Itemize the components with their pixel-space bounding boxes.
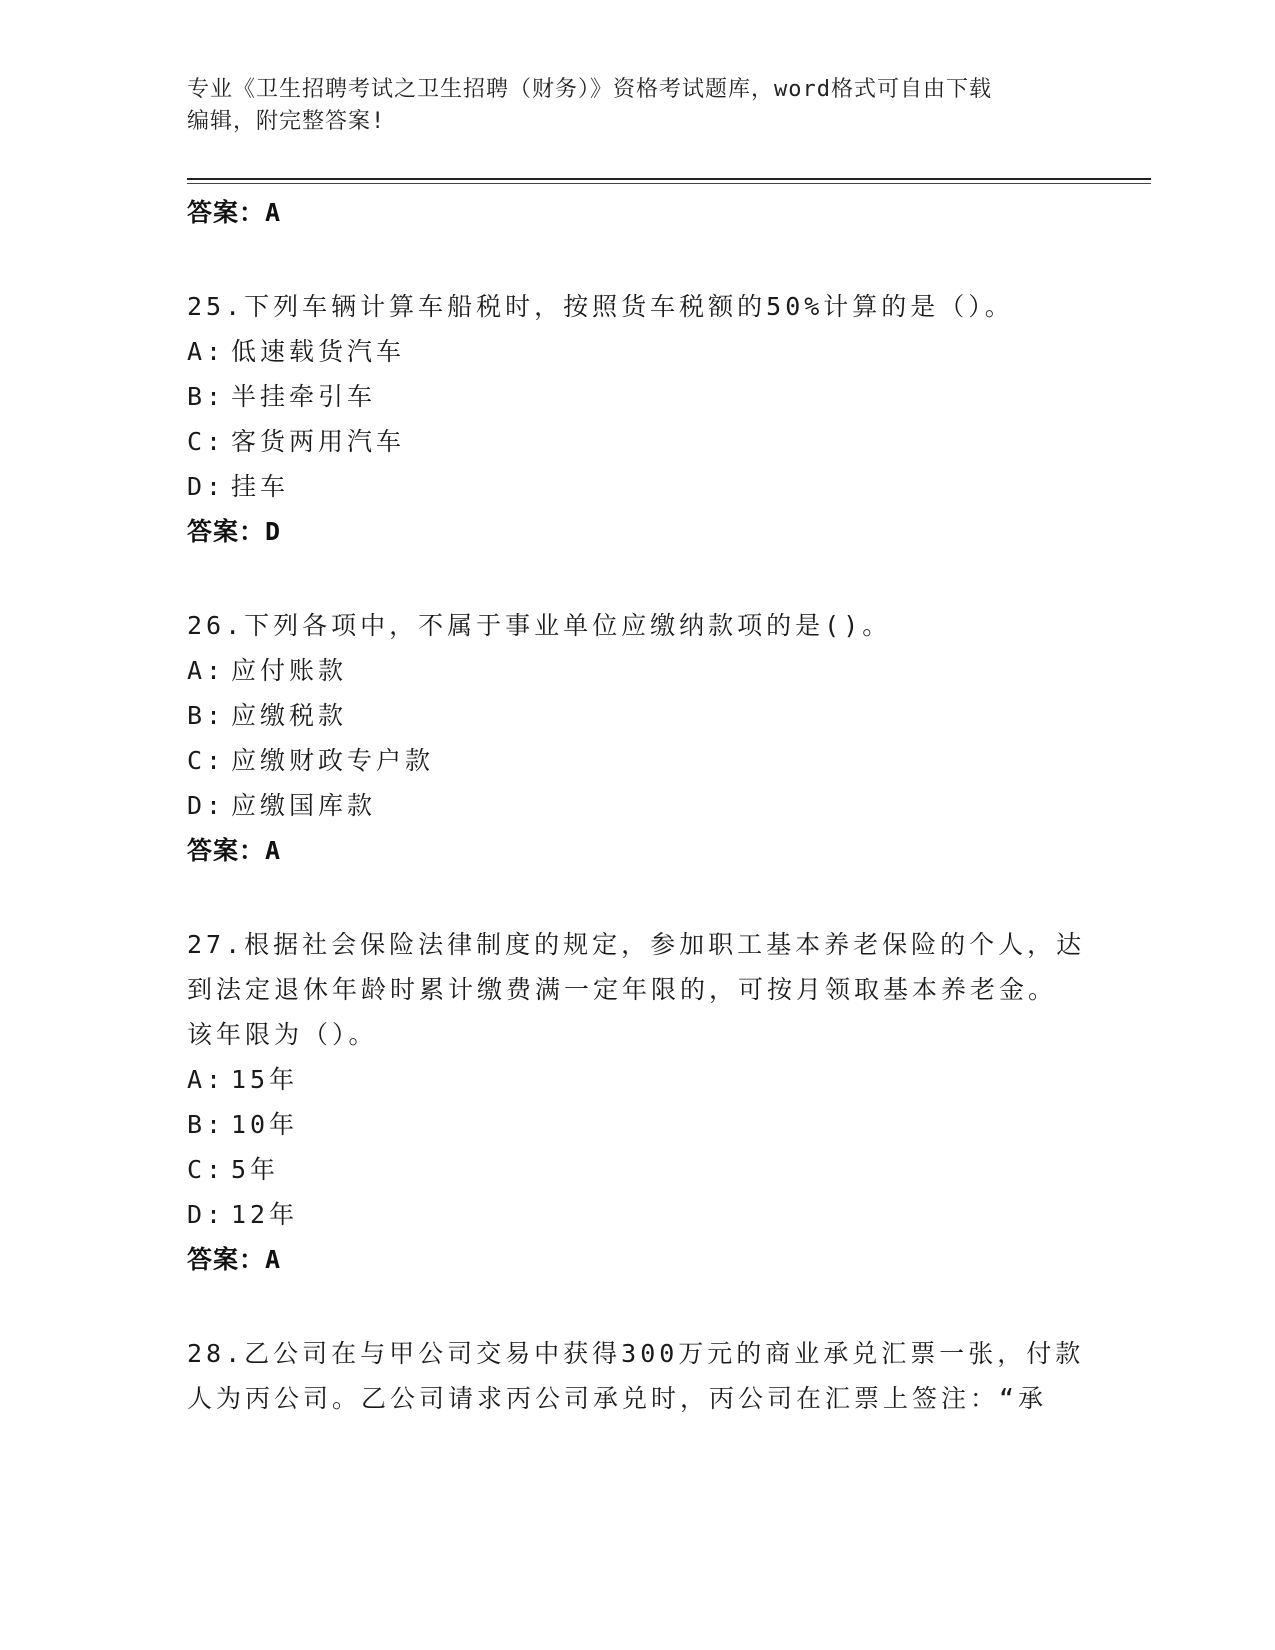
question-block	[187, 922, 1087, 1282]
option-label: C:	[187, 1155, 226, 1184]
option-a	[187, 1057, 1087, 1102]
answer-line: 答案：A	[187, 836, 282, 865]
question-text: 人为丙公司。乙公司请求丙公司承兑时，丙公司在汇票上签注：“承	[187, 1384, 1048, 1413]
option-text: 5年	[231, 1155, 280, 1184]
option-b	[187, 693, 1087, 738]
option-label: C:	[187, 746, 226, 775]
option-label: A:	[187, 337, 226, 366]
question-text: 到法定退休年龄时累计缴费满一定年限的，可按月领取基本养老金。	[187, 975, 1058, 1004]
question-text: 27.根据社会保险法律制度的规定，参加职工基本养老保险的个人，达	[187, 930, 1086, 959]
document-header	[187, 74, 1087, 138]
option-text: 半挂牵引车	[231, 382, 377, 411]
option-c	[187, 738, 1087, 783]
header-rule-thin	[187, 183, 1151, 184]
question-text: 26.下列各项中，不属于事业单位应缴纳款项的是()。	[187, 611, 892, 640]
option-label: A:	[187, 1065, 226, 1094]
option-text: 低速载货汽车	[231, 337, 406, 366]
option-b	[187, 374, 1087, 419]
option-label: A:	[187, 656, 226, 685]
answer-line: 答案：A	[187, 198, 282, 227]
answer-line: 答案：D	[187, 517, 282, 546]
option-a	[187, 648, 1087, 693]
option-text: 挂车	[231, 472, 290, 501]
option-d	[187, 783, 1087, 828]
option-text: 10年	[231, 1110, 299, 1139]
option-a	[187, 329, 1087, 374]
question-block	[187, 1331, 1087, 1421]
option-text: 应付账款	[231, 656, 348, 685]
option-c	[187, 419, 1087, 464]
question-text: 该年限为（）。	[187, 1020, 378, 1049]
option-label: B:	[187, 1110, 226, 1139]
option-d	[187, 1192, 1087, 1237]
option-label: B:	[187, 701, 226, 730]
option-text: 应缴国库款	[231, 791, 377, 820]
question-block	[187, 284, 1087, 554]
option-text: 15年	[231, 1065, 299, 1094]
header-line-2: 编辑，附完整答案!	[187, 109, 386, 134]
option-text: 应缴财政专户款	[231, 746, 435, 775]
option-b	[187, 1102, 1087, 1147]
option-c	[187, 1147, 1087, 1192]
option-label: C:	[187, 427, 226, 456]
option-label: B:	[187, 382, 226, 411]
question-text: 28.乙公司在与甲公司交易中获得300万元的商业承兑汇票一张，付款	[187, 1339, 1085, 1368]
option-text: 12年	[231, 1200, 299, 1229]
option-text: 客货两用汽车	[231, 427, 406, 456]
header-rule-thick	[187, 178, 1151, 180]
question-block	[187, 603, 1087, 873]
question-list	[187, 190, 1087, 1421]
option-d	[187, 464, 1087, 509]
option-label: D:	[187, 791, 226, 820]
answer-line: 答案：A	[187, 1245, 282, 1274]
option-text: 应缴税款	[231, 701, 348, 730]
header-line-1: 专业《卫生招聘考试之卫生招聘（财务）》资格考试题库，word格式可自由下载	[187, 77, 992, 102]
option-label: D:	[187, 472, 226, 501]
question-text: 25.下列车辆计算车船税时，按照货车税额的50%计算的是（）。	[187, 292, 1014, 321]
option-label: D:	[187, 1200, 226, 1229]
